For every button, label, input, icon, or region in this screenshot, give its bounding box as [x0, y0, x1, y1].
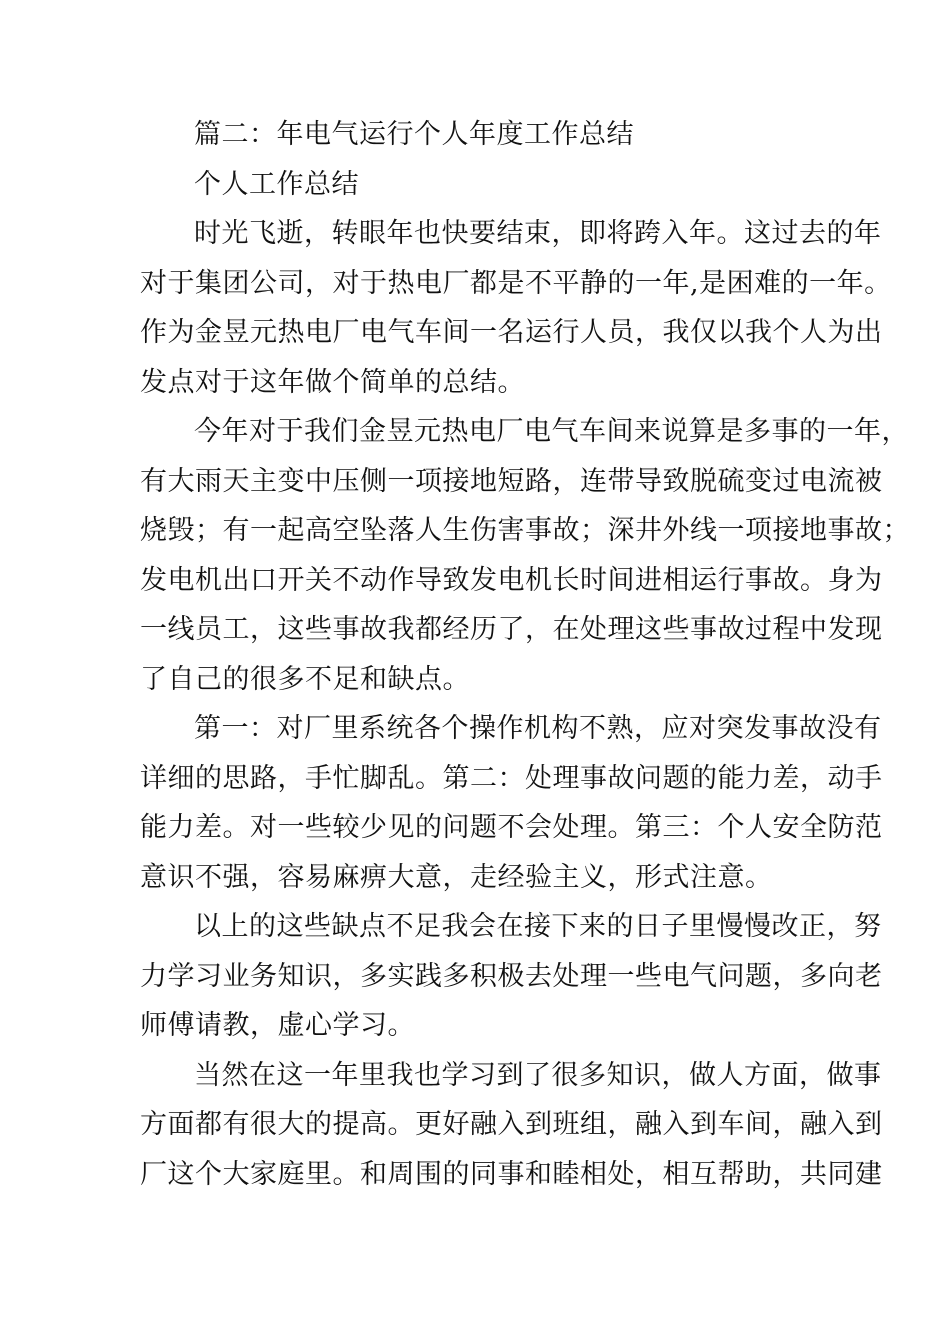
paragraph: [140, 407, 910, 704]
document-title: 篇二：年电气运行个人年度工作总结: [194, 119, 634, 150]
paragraph-line: 师傅请教，虚心学习。: [140, 1010, 415, 1041]
paragraph-line: 了自己的很多不足和缺点。: [140, 663, 470, 695]
paragraph-line: 发电机出口开关不动作导致发电机长时间进相运行事故。身为: [140, 564, 883, 596]
paragraph-line: 有大雨天主变中压侧一项接地短路，连带导致脱硫变过电流被: [140, 465, 883, 497]
document-subtitle: 个人工作总结: [194, 168, 359, 200]
paragraph: [140, 902, 883, 1051]
paragraph: [140, 704, 883, 902]
paragraph-line: 今年对于我们金昱元热电厂电气车间来说算是多事的一年，: [194, 416, 909, 447]
paragraph-line: 详细的思路，手忙脚乱。第二：处理事故问题的能力差，动手: [140, 762, 883, 794]
paragraph-line: 能力差。对一些较少见的问题不会处理。第三：个人安全防范: [140, 812, 883, 843]
document-body: [140, 110, 910, 1199]
paragraph-line: 意识不强，容易麻痹大意，走经验主义，形式注意。: [140, 861, 773, 893]
paragraph-line: 力学习业务知识，多实践多积极去处理一些电气问题，多向老: [140, 960, 883, 992]
paragraph-line: 当然在这一年里我也学习到了很多知识，做人方面，做事: [194, 1059, 882, 1091]
paragraph-line: 发点对于这年做个简单的总结。: [140, 366, 525, 398]
paragraph-line: 烧毁；有一起高空坠落人生伤害事故；深井外线一项接地事故；: [140, 515, 910, 546]
paragraph-line: 厂这个大家庭里。和周围的同事和睦相处，相互帮助，共同建: [140, 1158, 883, 1190]
paragraph-line: 作为金昱元热电厂电气车间一名运行人员，我仅以我个人为出: [140, 317, 883, 348]
paragraph-line: 时光飞逝，转眼年也快要结束，即将跨入年。这过去的年: [194, 218, 882, 249]
paragraph-line: 第一：对厂里系统各个操作机构不熟，应对突发事故没有: [194, 713, 882, 744]
paragraph: [140, 1051, 883, 1200]
paragraph-line: 以上的这些缺点不足我会在接下来的日子里慢慢改正，努: [194, 911, 882, 942]
paragraph-line: 一线员工，这些事故我都经历了，在处理这些事故过程中发现: [140, 614, 883, 645]
paragraph-line: 方面都有很大的提高。更好融入到班组，融入到车间，融入到: [140, 1109, 883, 1140]
paragraph: [140, 209, 892, 407]
paragraph-line: 对于集团公司，对于热电厂都是不平静的一年,是困难的一年。: [140, 267, 892, 299]
